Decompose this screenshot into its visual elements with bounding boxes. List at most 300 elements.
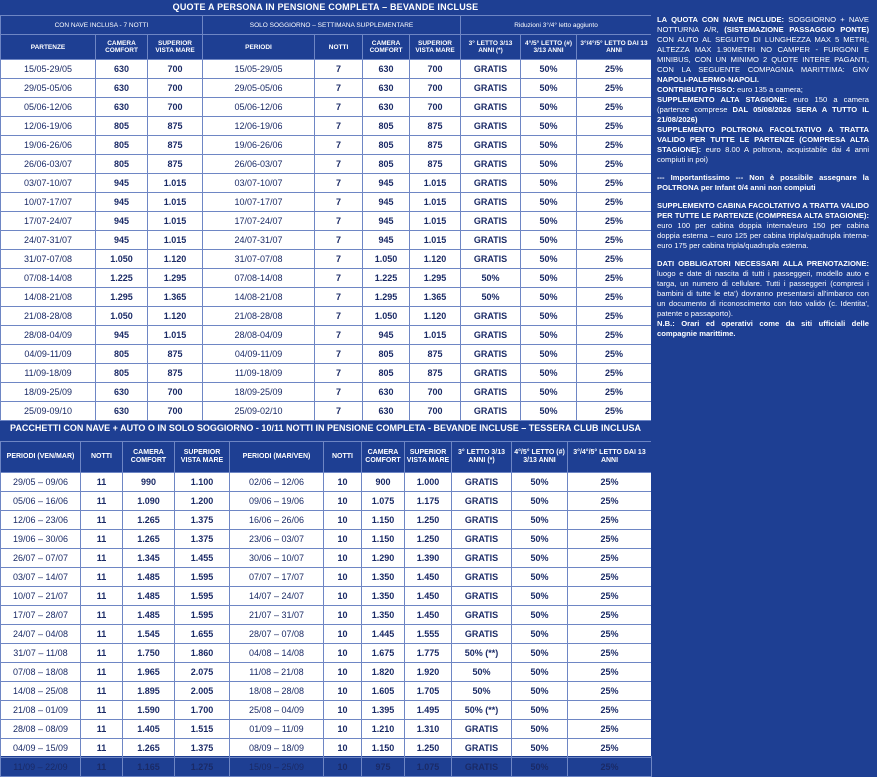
table-cell: 25% — [577, 269, 652, 288]
table-cell: 1.455 — [175, 549, 230, 568]
table-cell: 11 — [81, 568, 123, 587]
table-cell: GRATIS — [452, 606, 512, 625]
table-cell: 1.395 — [362, 701, 405, 720]
table-cell: 50% — [461, 288, 521, 307]
table-cell: 1.450 — [405, 587, 452, 606]
table-cell: 16/06 – 26/06 — [230, 511, 324, 530]
table-cell: 7 — [315, 98, 363, 117]
table-row — [1, 625, 652, 644]
table-cell: 805 — [363, 364, 410, 383]
table-cell: 10/07 – 21/07 — [1, 587, 81, 606]
table-cell: 11 — [81, 587, 123, 606]
table-cell: 11/09-18/09 — [1, 364, 96, 383]
table-cell: 1.605 — [362, 682, 405, 701]
table-cell: 50% — [452, 663, 512, 682]
notes-panel — [651, 0, 877, 756]
table-cell: 25% — [577, 288, 652, 307]
table-cell: 25% — [568, 606, 652, 625]
table-cell: 25% — [568, 549, 652, 568]
table-cell: 945 — [96, 174, 148, 193]
table-cell: 1.445 — [362, 625, 405, 644]
table-cell: 03/07-10/07 — [203, 174, 315, 193]
table-cell: 21/08-28/08 — [203, 307, 315, 326]
table-cell: 1.120 — [148, 307, 203, 326]
table-cell: 1.015 — [410, 212, 461, 231]
group-header-riduzioni: Riduzioni 3°/4° letto aggiunto — [461, 16, 652, 35]
table-cell: 10/07-17/07 — [203, 193, 315, 212]
table-row — [1, 511, 652, 530]
table-cell: 50% — [521, 288, 577, 307]
table-cell: 50% — [521, 212, 577, 231]
table-cell: 50% — [512, 682, 568, 701]
table-row — [1, 549, 652, 568]
table-cell: GRATIS — [461, 231, 521, 250]
column-header: CAMERA COMFORT — [123, 442, 175, 473]
table-cell: 50% — [512, 511, 568, 530]
table-cell: 14/07 – 24/07 — [230, 587, 324, 606]
table-cell: 1.150 — [362, 739, 405, 758]
table-row — [1, 383, 652, 402]
table-cell: 14/08-21/08 — [203, 288, 315, 307]
table-cell: 2.075 — [175, 663, 230, 682]
table-cell: 1.555 — [405, 625, 452, 644]
table-cell: 29/05-05/06 — [203, 79, 315, 98]
table-cell: 875 — [410, 364, 461, 383]
table-cell: 805 — [96, 117, 148, 136]
table-cell: 11 — [81, 739, 123, 758]
table-row — [1, 492, 652, 511]
table-cell: 7 — [315, 250, 363, 269]
table-cell: 25% — [568, 720, 652, 739]
notes-paragraph-cabina: SUPPLEMENTO CABINA FACOLTATIVO A TRATTA VALIDO PER TUTTE LE PARTENZE (COMPRESA ALTA STAGIONE): euro 100 per cabina doppia interna/euro 150 per cabina doppia esterna – euro 125 per cabina tripla/quadrupla interna- euro 175 per cabina tripla/quadrupla esterna. — [657, 201, 869, 250]
table-cell: 1.150 — [362, 511, 405, 530]
table-cell: 630 — [96, 383, 148, 402]
table-cell: GRATIS — [452, 549, 512, 568]
table-cell: 11 — [81, 682, 123, 701]
column-header: 3°/4°/5° LETTO DAI 13 ANNI — [577, 35, 652, 60]
table-cell: 945 — [363, 212, 410, 231]
table-cell: 1.100 — [175, 473, 230, 492]
table-cell: 1.265 — [123, 739, 175, 758]
table-cell: 50% — [512, 549, 568, 568]
table-cell: 2.005 — [175, 682, 230, 701]
table-cell: 05/06-12/06 — [203, 98, 315, 117]
table-cell: 25% — [577, 155, 652, 174]
table-cell: 26/06-03/07 — [203, 155, 315, 174]
column-header: 4°/5° LETTO (#) 3/13 ANNI — [521, 35, 577, 60]
table-cell: 1.515 — [175, 720, 230, 739]
table-cell: 7 — [315, 155, 363, 174]
table-cell: GRATIS — [461, 345, 521, 364]
table-cell: GRATIS — [461, 79, 521, 98]
table-cell: 04/09 – 15/09 — [1, 739, 81, 758]
table-cell: 1.450 — [405, 606, 452, 625]
table-cell: 875 — [148, 364, 203, 383]
table-cell: 1.175 — [405, 492, 452, 511]
table-cell: 07/08-14/08 — [203, 269, 315, 288]
table-cell: 1.210 — [362, 720, 405, 739]
table-cell: 10 — [324, 758, 362, 777]
table-cell: 1.015 — [148, 174, 203, 193]
table-cell: GRATIS — [452, 473, 512, 492]
table-cell: 50% — [512, 758, 568, 777]
table-cell: 875 — [148, 155, 203, 174]
column-header: SUPERIOR VISTA MARE — [175, 442, 230, 473]
table-cell: 15/09 – 25/09 — [230, 758, 324, 777]
table-row — [1, 136, 652, 155]
table-cell: 25% — [568, 701, 652, 720]
table-cell: 1.450 — [405, 568, 452, 587]
table-cell: GRATIS — [452, 758, 512, 777]
table-cell: 700 — [410, 402, 461, 421]
table-cell: 1.225 — [96, 269, 148, 288]
table-cell: 10 — [324, 587, 362, 606]
table-cell: 7 — [315, 345, 363, 364]
table-cell: 1.120 — [410, 307, 461, 326]
table-cell: 7 — [315, 174, 363, 193]
table-cell: 21/08-28/08 — [1, 307, 96, 326]
table-cell: 990 — [123, 473, 175, 492]
table-cell: 12/06 – 23/06 — [1, 511, 81, 530]
table-row — [1, 250, 652, 269]
table-cell: 1.165 — [123, 758, 175, 777]
table-cell: 17/07-24/07 — [1, 212, 96, 231]
table-cell: GRATIS — [452, 492, 512, 511]
table-cell: GRATIS — [452, 739, 512, 758]
table-cell: 1.075 — [362, 492, 405, 511]
table-cell: 03/07-10/07 — [1, 174, 96, 193]
column-header: 3°/4°/5° LETTO DAI 13 ANNI — [568, 442, 652, 473]
table-cell: 1.090 — [123, 492, 175, 511]
table-cell: 11 — [81, 530, 123, 549]
table-cell: 875 — [148, 117, 203, 136]
table-cell: 11 — [81, 701, 123, 720]
table-cell: 18/08 – 28/08 — [230, 682, 324, 701]
table-cell: 31/07-07/08 — [203, 250, 315, 269]
table-cell: 50% — [512, 473, 568, 492]
table-cell: 10 — [324, 549, 362, 568]
table-cell: 50% — [512, 720, 568, 739]
table-cell: 15/05-29/05 — [203, 60, 315, 79]
table-row — [1, 701, 652, 720]
table-cell: 1.225 — [363, 269, 410, 288]
table-cell: 900 — [362, 473, 405, 492]
table-cell: 25% — [577, 307, 652, 326]
table-cell: 945 — [363, 193, 410, 212]
table-cell: GRATIS — [461, 193, 521, 212]
table-cell: 1.595 — [175, 587, 230, 606]
table-cell: 19/06-26/06 — [1, 136, 96, 155]
table-cell: 11 — [81, 549, 123, 568]
table-cell: 630 — [96, 60, 148, 79]
table-cell: 1.000 — [405, 473, 452, 492]
table-cell: 50% — [521, 326, 577, 345]
table-cell: 945 — [363, 174, 410, 193]
table-cell: 1.405 — [123, 720, 175, 739]
table-cell: 7 — [315, 364, 363, 383]
table-cell: 1.295 — [96, 288, 148, 307]
table-cell: 50% — [521, 155, 577, 174]
table-cell: 1.350 — [362, 587, 405, 606]
table-cell: 26/06-03/07 — [1, 155, 96, 174]
table-cell: 19/06-26/06 — [203, 136, 315, 155]
table-row — [1, 345, 652, 364]
table-cell: 25% — [568, 530, 652, 549]
table-cell: 875 — [410, 155, 461, 174]
table-cell: 7 — [315, 193, 363, 212]
table-cell: 15/05-29/05 — [1, 60, 96, 79]
table-row — [1, 473, 652, 492]
table-cell: 18/09-25/09 — [203, 383, 315, 402]
table-cell: 25% — [568, 663, 652, 682]
table-row — [1, 739, 652, 758]
table-cell: 805 — [96, 345, 148, 364]
table-cell: 7 — [315, 231, 363, 250]
table-cell: GRATIS — [461, 155, 521, 174]
table-cell: 630 — [363, 79, 410, 98]
table-cell: 50% — [521, 136, 577, 155]
table-cell: 7 — [315, 402, 363, 421]
table-cell: 25% — [568, 511, 652, 530]
notes-paragraph-includes: LA QUOTA CON NAVE INCLUDE: SOGGIORNO + NAVE NOTTURNA A/R, (SISTEMAZIONE PASSAGGIO PONTE) CON AUTO AL SEGUITO DI LUNGHEZZA MAX 5 METRI, ALTEZZA MAX 1.90METRI NO CAMPER - FURGONI E MINIBUS, CON UN MINIMO 2 QUOTE INTERE PAGANTI, CON LA SEGUENTE COMPAGNIA MARITTIMA: GNV NAPOLI-PALERMO-NAPOLI. CONTRIBUTO FISSO: euro 135 a camera; SUPPLEMENTO ALTA STAGIONE: euro 150 a camera (partenze comprese DAL 05/08/2026 SERA A TUTTO IL 21/08/2026) SUPPLEMENTO POLTRONA FACOLTATIVO A TRATTA VALIDO PER TUTTE LE PARTENZE (COMPRESA ALTA STAGIONE): euro 8.00 A poltrona, acquistabile dai 4 anni compiuti in poi) — [657, 15, 869, 164]
table-cell: 12/06-19/06 — [203, 117, 315, 136]
table-cell: GRATIS — [452, 568, 512, 587]
table-cell: GRATIS — [452, 720, 512, 739]
table-cell: 11 — [81, 473, 123, 492]
table-cell: 18/09-25/09 — [1, 383, 96, 402]
table-cell: 1.310 — [405, 720, 452, 739]
table-cell: 11 — [81, 758, 123, 777]
table-cell: 1.545 — [123, 625, 175, 644]
table-cell: 1.075 — [405, 758, 452, 777]
table-cell: GRATIS — [461, 98, 521, 117]
column-header: NOTTI — [81, 442, 123, 473]
table-cell: 805 — [96, 136, 148, 155]
table-cell: 10 — [324, 568, 362, 587]
table-cell: 10/07-17/07 — [1, 193, 96, 212]
table-cell: 945 — [363, 231, 410, 250]
table-cell: GRATIS — [461, 250, 521, 269]
table-row — [1, 682, 652, 701]
table-cell: 700 — [148, 79, 203, 98]
column-header: CAMERA COMFORT — [96, 35, 148, 60]
table-cell: 50% — [521, 98, 577, 117]
table-cell: 1.275 — [175, 758, 230, 777]
table-cell: 7 — [315, 288, 363, 307]
table-cell: 700 — [410, 60, 461, 79]
table-cell: 10 — [324, 663, 362, 682]
table-cell: GRATIS — [461, 60, 521, 79]
table-cell: 31/07 – 11/08 — [1, 644, 81, 663]
table-cell: 1.015 — [410, 326, 461, 345]
table-cell: 875 — [410, 117, 461, 136]
table-cell: 700 — [410, 79, 461, 98]
table-cell: 50% — [512, 663, 568, 682]
column-header: 4°/5° LETTO (#) 3/13 ANNI — [512, 442, 568, 473]
table-cell: 1.860 — [175, 644, 230, 663]
table-cell: 04/09-11/09 — [1, 345, 96, 364]
table-cell: 50% — [521, 79, 577, 98]
package-price-table — [0, 441, 652, 777]
table-cell: 1.595 — [175, 568, 230, 587]
table-cell: 1.265 — [123, 530, 175, 549]
table-cell: 10 — [324, 606, 362, 625]
table-cell: 945 — [96, 193, 148, 212]
table-cell: 25% — [577, 136, 652, 155]
table-row — [1, 568, 652, 587]
table-cell: 25% — [577, 326, 652, 345]
table-cell: 805 — [363, 345, 410, 364]
table-cell: 1.895 — [123, 682, 175, 701]
table-cell: 24/07 – 04/08 — [1, 625, 81, 644]
table-cell: 11 — [81, 625, 123, 644]
table-cell: 03/07 – 14/07 — [1, 568, 81, 587]
table-cell: 1.150 — [362, 530, 405, 549]
table-cell: GRATIS — [461, 364, 521, 383]
table-cell: 1.015 — [410, 193, 461, 212]
table-row — [1, 174, 652, 193]
column-header: PERIODI (VEN/MAR) — [1, 442, 81, 473]
table-row — [1, 193, 652, 212]
table-cell: 19/06 – 30/06 — [1, 530, 81, 549]
table-cell: 50% — [512, 587, 568, 606]
table-cell: 1.365 — [148, 288, 203, 307]
table-cell: 10 — [324, 492, 362, 511]
table-cell: 1.820 — [362, 663, 405, 682]
table-cell: 25% — [568, 758, 652, 777]
table-cell: 25% — [577, 174, 652, 193]
table-cell: 945 — [363, 326, 410, 345]
table-cell: 11/09 – 22/09 — [1, 758, 81, 777]
packages-title: PACCHETTI CON NAVE + AUTO O IN SOLO SOGGIORNO - 10/11 NOTTI IN PENSIONE COMPLETA - BEVANDE INCLUSE – TESSERA CLUB INCLUSA — [0, 421, 651, 441]
table-cell: 25% — [577, 79, 652, 98]
table-cell: 05/06 – 16/06 — [1, 492, 81, 511]
table-cell: 630 — [363, 60, 410, 79]
column-header: PERIODI — [203, 35, 315, 60]
table-cell: 25% — [568, 568, 652, 587]
table-row — [1, 288, 652, 307]
weekly-price-table — [0, 15, 652, 421]
table-cell: 1.375 — [175, 739, 230, 758]
column-header: 3° LETTO 3/13 ANNI (*) — [452, 442, 512, 473]
table-cell: 50% (**) — [452, 701, 512, 720]
table-cell: 1.350 — [362, 606, 405, 625]
table-cell: 805 — [363, 136, 410, 155]
table-cell: 1.965 — [123, 663, 175, 682]
table-cell: GRATIS — [461, 402, 521, 421]
table-cell: 11 — [81, 720, 123, 739]
table-cell: 1.495 — [405, 701, 452, 720]
group-header-nave: CON NAVE INCLUSA - 7 NOTTI — [1, 16, 203, 35]
table-cell: 1.250 — [405, 530, 452, 549]
table-cell: 28/08-04/09 — [1, 326, 96, 345]
table-cell: 7 — [315, 212, 363, 231]
table-cell: 25% — [577, 117, 652, 136]
table-cell: 25/09-09/10 — [1, 402, 96, 421]
table-cell: 1.485 — [123, 568, 175, 587]
table-cell: GRATIS — [452, 625, 512, 644]
table-cell: 875 — [410, 136, 461, 155]
table-cell: 7 — [315, 269, 363, 288]
table-cell: 7 — [315, 326, 363, 345]
table-cell: 24/07-31/07 — [1, 231, 96, 250]
table-cell: GRATIS — [461, 136, 521, 155]
table-cell: 630 — [363, 402, 410, 421]
table-cell: 1.265 — [123, 511, 175, 530]
table-cell: 1.015 — [410, 231, 461, 250]
table-cell: GRATIS — [452, 511, 512, 530]
table-cell: 1.050 — [96, 307, 148, 326]
table-cell: 50% — [521, 402, 577, 421]
table-cell: 25% — [577, 212, 652, 231]
table-cell: 25% — [577, 402, 652, 421]
table-cell: 1.120 — [410, 250, 461, 269]
table-cell: 875 — [148, 136, 203, 155]
table-cell: 50% — [521, 364, 577, 383]
table-cell: 50% — [512, 644, 568, 663]
table-cell: 50% — [521, 117, 577, 136]
table-cell: 945 — [96, 231, 148, 250]
table-cell: 975 — [362, 758, 405, 777]
table-cell: 10 — [324, 739, 362, 758]
table-cell: 04/08 – 14/08 — [230, 644, 324, 663]
table-cell: 11 — [81, 511, 123, 530]
table-cell: 50% — [461, 269, 521, 288]
table-cell: 29/05 – 09/06 — [1, 473, 81, 492]
table-row — [1, 155, 652, 174]
table-row — [1, 307, 652, 326]
table-cell: 11 — [81, 663, 123, 682]
table-cell: 10 — [324, 511, 362, 530]
table-cell: 10 — [324, 701, 362, 720]
table-cell: 10 — [324, 530, 362, 549]
table-cell: 25% — [568, 492, 652, 511]
table-cell: 700 — [148, 402, 203, 421]
table-cell: 1.015 — [148, 212, 203, 231]
table-cell: GRATIS — [461, 174, 521, 193]
table-cell: 50% — [521, 250, 577, 269]
table-cell: 30/06 – 10/07 — [230, 549, 324, 568]
table-cell: 25% — [568, 739, 652, 758]
table-cell: 50% — [512, 568, 568, 587]
table-cell: 630 — [363, 98, 410, 117]
column-header: SUPERIOR VISTA MARE — [405, 442, 452, 473]
table-cell: 25% — [577, 383, 652, 402]
table-cell: 1.375 — [175, 530, 230, 549]
table-cell: 10 — [324, 720, 362, 739]
table-row — [1, 720, 652, 739]
table-row — [1, 606, 652, 625]
table-cell: 1.705 — [405, 682, 452, 701]
table-cell: 945 — [96, 326, 148, 345]
table-cell: 17/07 – 28/07 — [1, 606, 81, 625]
table-cell: 1.750 — [123, 644, 175, 663]
column-header: 3° LETTO 3/13 ANNI (*) — [461, 35, 521, 60]
table-cell: 1.015 — [410, 174, 461, 193]
table-cell: 875 — [148, 345, 203, 364]
table-cell: 04/09-11/09 — [203, 345, 315, 364]
table-cell: 1.375 — [175, 511, 230, 530]
column-header: SUPERIOR VISTA MARE — [410, 35, 461, 60]
table-cell: 10 — [324, 644, 362, 663]
table-cell: 1.050 — [363, 307, 410, 326]
group-header-soggiorno: SOLO SOGGIORNO – SETTIMANA SUPPLEMENTARE — [203, 16, 461, 35]
table-cell: 11/09-18/09 — [203, 364, 315, 383]
table-cell: 1.015 — [148, 231, 203, 250]
table-cell: 805 — [363, 117, 410, 136]
table-cell: 1.655 — [175, 625, 230, 644]
table-cell: 50% — [521, 60, 577, 79]
